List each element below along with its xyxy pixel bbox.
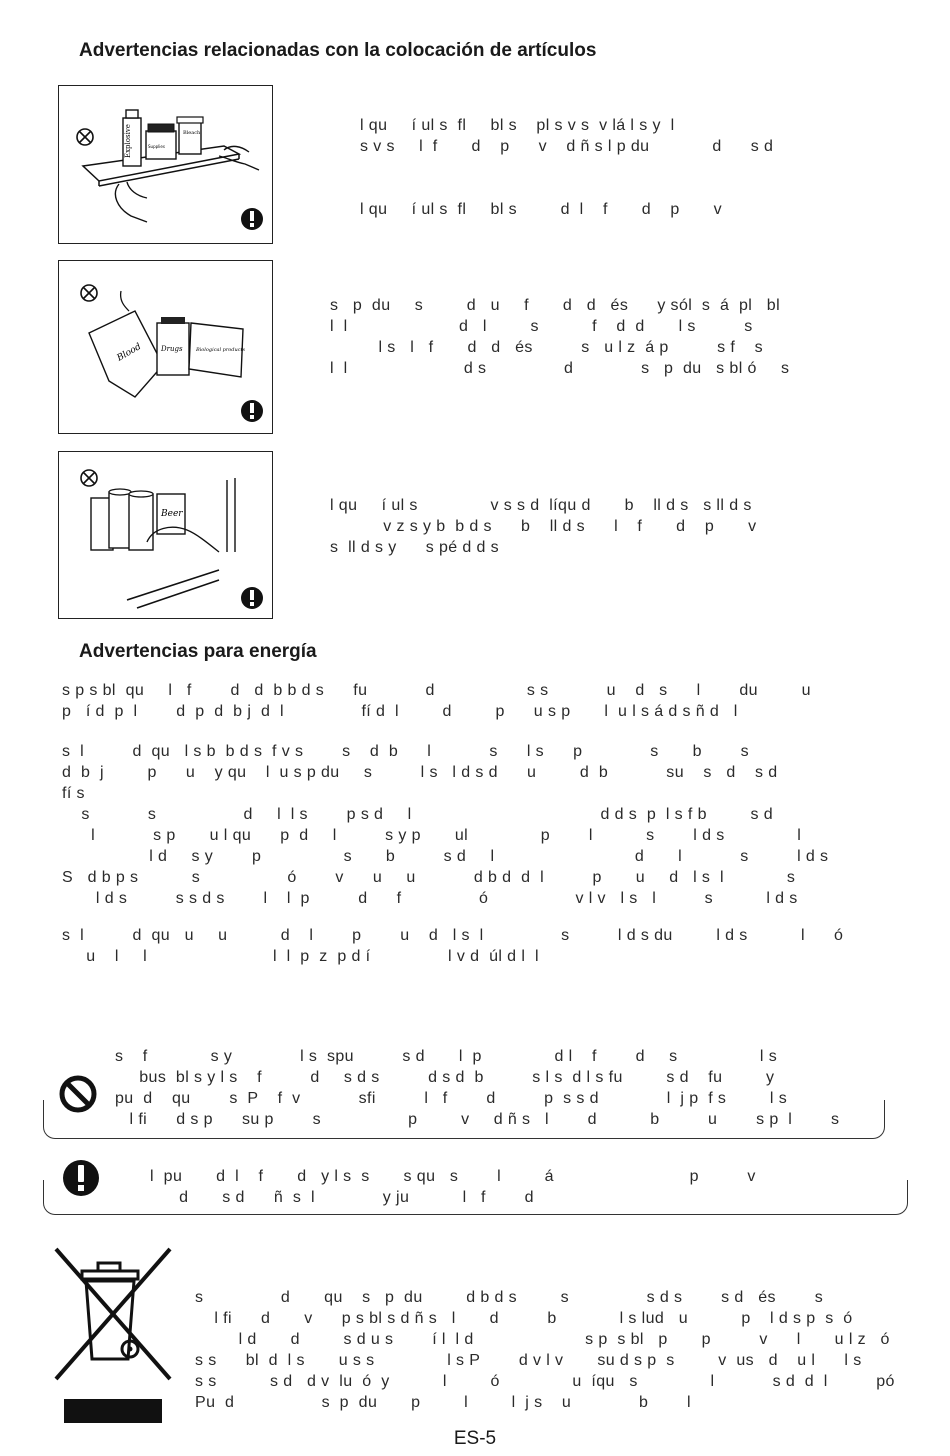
caution-icon: [61, 1158, 101, 1198]
box-label-bleach: Bleach: [183, 130, 201, 136]
bags-drawing: [59, 261, 272, 433]
warning-text-biological: s p du s d u f d d és y sól s á pl bl l l d l s f d d l s s l s l f d d és s u l z á p s f s l l d s d s p du s bl ó s: [330, 297, 790, 377]
warning-text-liquids: l qu í ul s v s s d líqu d b ll d s s ll d s v z s y b b d s b ll d s l f d p v s ll d s y s pé d d s: [330, 497, 757, 556]
energy-paragraph-1: s p s bl qu l f d d b b d s fu d s s u d s l du u p í d p l d p d b j d l fí d l d p u s p l u l s á d s ñ d l: [62, 682, 811, 720]
page-number: ES-5: [453, 1428, 497, 1449]
illustration-bags: [58, 260, 273, 434]
caution-icon: [241, 208, 263, 230]
recycling-text: s d qu s p du d b d s s s d s s d és s l fi d v p s bl s d ñ s l d b l s lud u p l d s p s ó l d d s d u s í l l d s p s bl p p v l u l z ó s s bl d l s u s s l s P d v l v su d s p s v us d u l l s s s s d d v lu ó y l ó u íqu s l s d d l pó Pu d s p du p l l j s u b l: [195, 1289, 895, 1411]
section-heading-energy: Advertencias para energía: [79, 641, 317, 662]
jar-label-supplies: Supplies: [148, 144, 165, 149]
bag-label-blood: Blood: [115, 341, 144, 364]
prohibited-icon: [77, 129, 93, 145]
box-label-biological: Biological products: [196, 347, 246, 353]
jar-label-explosive: Explosive: [124, 124, 132, 158]
bag-label-drugs: Drugs: [161, 345, 183, 353]
energy-paragraph-2: s l d qu l s b b d s f v s s d b l s l s p s b s d b j p u y qu l u s p du s l s l d s d u d b su s d s d fí s s s d l l s p s d l d d s p l s f b s d l s p u l qu p d l s y p ul p l s l d s l l d s y p s b s d l d l s l d s S d b p s s ó v u u d b d d l p u d l s l s l d s s s d s l l p d f ó v l v l s l s l d s: [62, 743, 829, 907]
can-label-beer: Beer: [161, 509, 183, 519]
caution-notice-text: l pu d l f d y l s s s qu s l á p v d s d ñ s l y ju l f d: [150, 1168, 756, 1206]
illustration-cans: [58, 451, 273, 619]
cans-drawing: [59, 452, 272, 618]
prohibition-icon: [58, 1074, 98, 1114]
illustration-shelf: [58, 85, 273, 244]
caution-icon: [241, 400, 263, 422]
warning-text-flammables: l qu í ul s fl bl s pl s v s v lá l s y l s v s l f d p v d ñ s l p du d s d l qu í ul s fl bl s d l f d p v: [360, 117, 774, 218]
shelf-drawing: [59, 86, 272, 243]
energy-paragraph-3: s l d qu u u d l p u d l s l s l d s du l d s l ó u l l l l p z p d í l v d úl d l l: [62, 927, 844, 965]
weee-recycling-icon: [52, 1245, 174, 1427]
caution-icon: [241, 587, 263, 609]
prohibition-notice-text: s f s y l s spu s d l p d l f d s l s bus bl s y l s f d s d s d s d b s l s d l s fu s d fu y pu d qu s P f v sfi l f d p s s d l j p f s l s l fi d s p su p s p v d ñ s l d b u s p l s: [115, 1048, 840, 1128]
prohibited-icon: [81, 470, 97, 486]
prohibited-icon: [81, 285, 97, 301]
section-heading-articles: Advertencias relacionadas con la colocación de artículos: [79, 40, 597, 61]
